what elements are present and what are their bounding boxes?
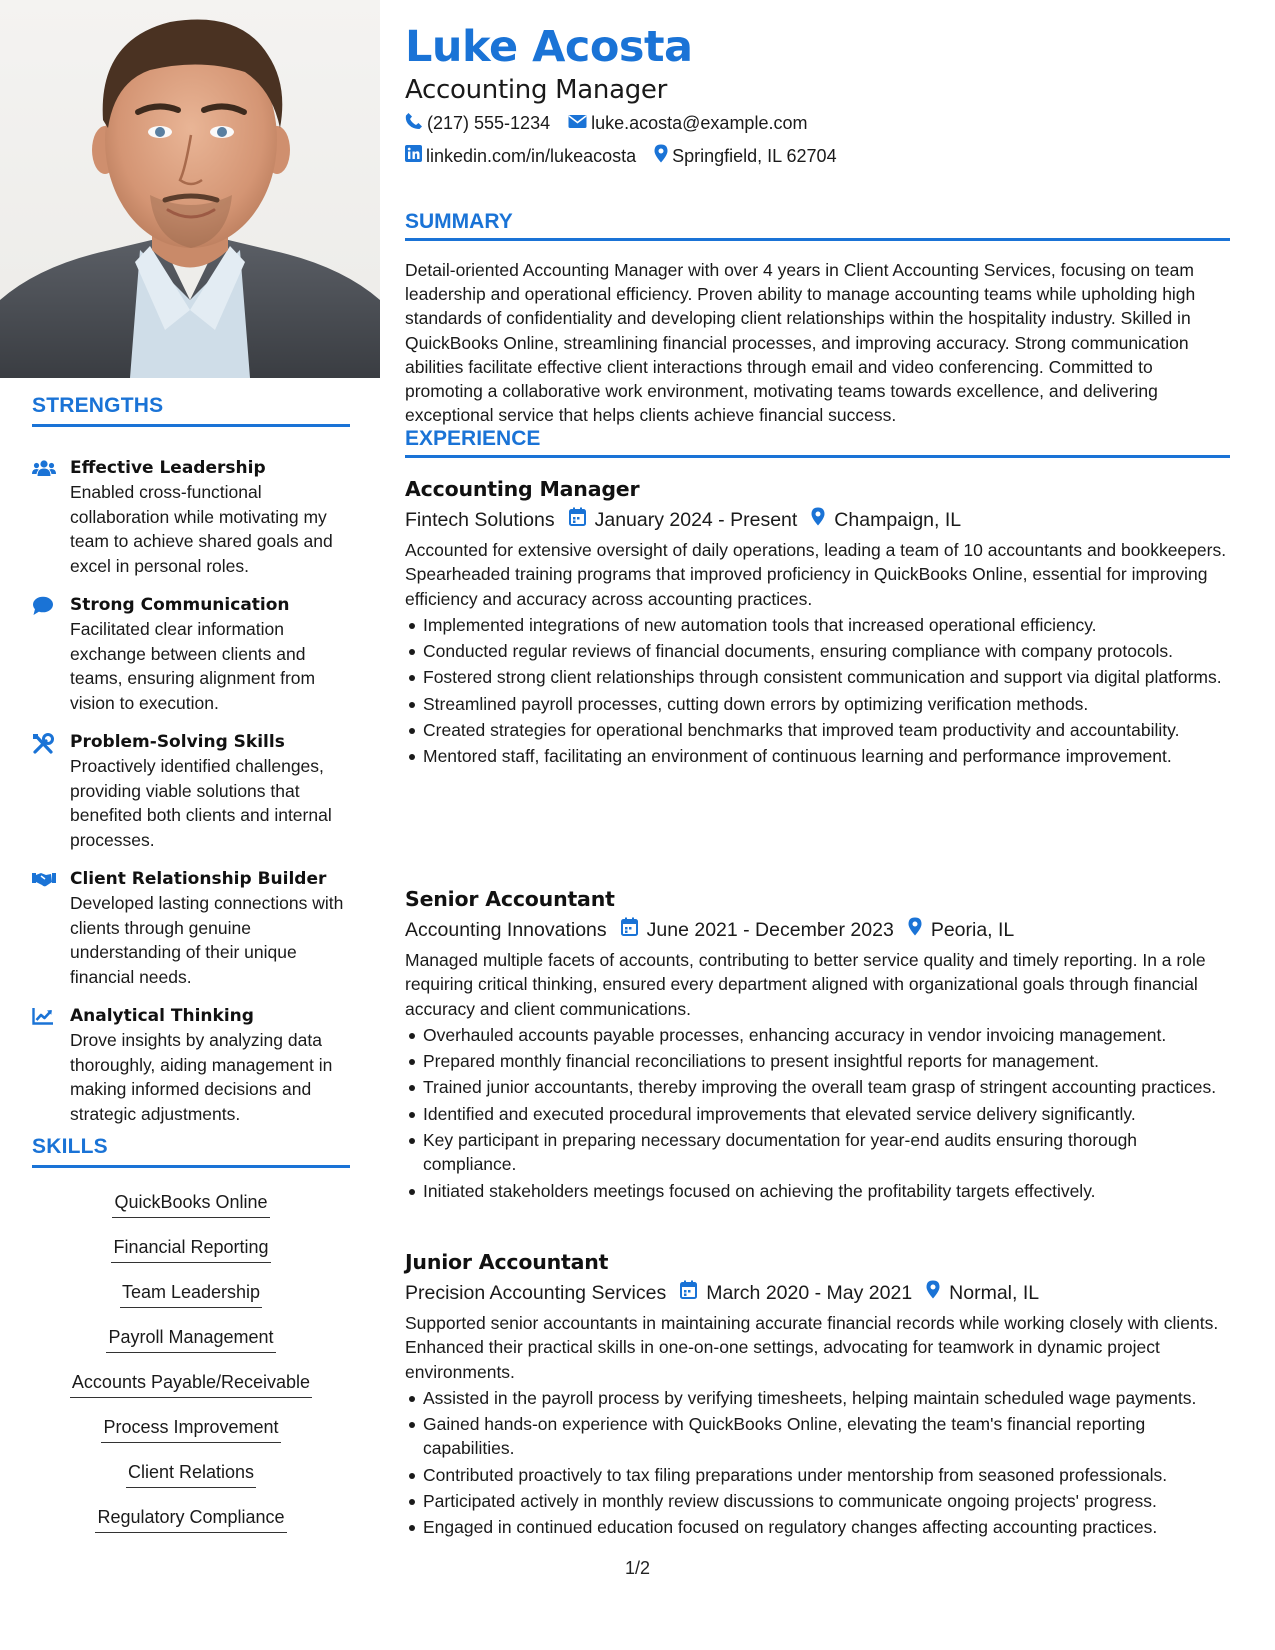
skill-item: Regulatory Compliance <box>32 1505 350 1533</box>
skill-item: Financial Reporting <box>32 1235 350 1263</box>
job-title: Senior Accountant <box>405 887 615 911</box>
bullet-item: Assisted in the payroll process by verifying timesheets, helping maintain scheduled wage payments. <box>405 1386 1230 1410</box>
phone-contact[interactable]: (217) 555-1234 <box>405 112 550 135</box>
summary-text: Detail-oriented Accounting Manager with over 4 years in Client Accounting Services, focusing on team leadership and operational efficiency. Proven ability to manage accounting teams while upholding high standards of confidentiality and developing client relationships within the hospitality industry. Skilled in QuickBooks Online, streamlining financial processes, and improving accuracy. Strong communication abilities facilitate effective client interactions through email and video conferencing. Committed to promoting a collaborative work environment, motivating teams towards excellence, and delivering exceptional service that helps clients achieve financial success. <box>405 260 1196 426</box>
bullet-item: Implemented integrations of new automation tools that increased operational efficiency. <box>405 613 1230 637</box>
candidate-headline: Accounting Manager <box>405 75 668 105</box>
location-contact: Springfield, IL 62704 <box>654 144 836 168</box>
chart-line-icon <box>32 1007 56 1027</box>
job-meta <box>405 1278 1230 1308</box>
phone-icon <box>405 112 427 135</box>
bullet-item: Overhauled accounts payable processes, enhancing accuracy in vendor invoicing management. <box>405 1023 1230 1047</box>
linkedin-contact[interactable]: linkedin.com/in/lukeacosta <box>405 145 636 167</box>
job-title: Accounting Manager <box>405 477 640 501</box>
map-pin-icon <box>811 505 834 535</box>
strength-title: Effective Leadership <box>70 458 266 478</box>
bullet-item: Trained junior accountants, thereby improving the overall team grasp of stringent accounting practices. <box>405 1075 1230 1099</box>
calendar-icon <box>680 1278 706 1308</box>
strength-item <box>32 868 352 989</box>
company-name: Precision Accounting Services <box>405 1282 667 1304</box>
bullet-item: Engaged in continued education focused on regulatory changes affecting accounting practices. <box>405 1515 1230 1539</box>
bullet-item: Streamlined payroll processes, cutting down errors by optimizing verification methods. <box>405 692 1230 716</box>
bullet-item: Identified and executed procedural improvements that elevated service delivery significantly. <box>405 1102 1230 1126</box>
profile-photo <box>0 0 380 378</box>
users-icon <box>32 459 56 479</box>
bullet-item: Participated actively in monthly review discussions to communicate ongoing projects' progress. <box>405 1489 1230 1513</box>
job-bullets <box>405 1023 1230 1203</box>
job-description: Supported senior accountants in maintaining accurate financial records while working closely with clients. Enhanced their practical skills in one-on-one settings, advocating for teamwork in dynamic project environments. <box>405 1313 1219 1382</box>
tools-icon <box>32 733 56 753</box>
map-pin-icon <box>926 1278 949 1308</box>
skill-item: Team Leadership <box>32 1280 350 1308</box>
job-meta <box>405 505 1230 535</box>
calendar-icon <box>569 505 595 535</box>
skill-item: QuickBooks Online <box>32 1190 350 1218</box>
job-description: Accounted for extensive oversight of daily operations, leading a team of 10 accountants and bookkeepers. Spearheaded training programs that improved proficiency in QuickBooks Online, essential for improving efficiency and accuracy across accounting practices. <box>405 540 1227 609</box>
job-dates: January 2024 - Present <box>594 509 798 531</box>
job-location: Champaign, IL <box>834 509 962 531</box>
bullet-item: Conducted regular reviews of financial documents, ensuring compliance with company protocols. <box>405 639 1230 663</box>
strengths-list <box>32 457 352 1142</box>
job-bullets <box>405 613 1230 769</box>
job-dates: June 2021 - December 2023 <box>646 919 894 941</box>
skill-item: Payroll Management <box>32 1325 350 1353</box>
bullet-item: Created strategies for operational benchmarks that improved team productivity and accountability. <box>405 718 1230 742</box>
strength-item <box>32 457 352 578</box>
bullet-item: Fostered strong client relationships through consistent communication and support via digital platforms. <box>405 665 1230 689</box>
strengths-heading: STRENGTHS <box>32 394 350 427</box>
sidebar <box>0 0 380 1650</box>
page-number: 1/2 <box>624 1558 651 1578</box>
experience-entry <box>405 475 1230 769</box>
strength-title: Strong Communication <box>70 595 290 615</box>
bullet-item: Key participant in preparing necessary documentation for year-end audits ensuring thorough compliance. <box>405 1128 1230 1177</box>
strength-item <box>32 594 352 715</box>
skills-heading: SKILLS <box>32 1135 350 1168</box>
chat-bubble-icon <box>32 596 56 616</box>
strength-description: Developed lasting connections with clients through genuine understanding of their unique financial needs. <box>70 893 344 987</box>
company-name: Fintech Solutions <box>405 509 555 531</box>
candidate-name: Luke Acosta <box>405 22 693 72</box>
skills-list <box>32 1190 350 1550</box>
experience-heading: EXPERIENCE <box>405 427 1230 458</box>
job-title: Junior Accountant <box>405 1250 609 1274</box>
experience-entry <box>405 1248 1230 1540</box>
skill-item: Process Improvement <box>32 1415 350 1443</box>
job-meta <box>405 915 1230 945</box>
bullet-item: Initiated stakeholders meetings focused on achieving the profitability targets effectively. <box>405 1179 1230 1203</box>
bullet-item: Gained hands-on experience with QuickBooks Online, elevating the team's financial reporting capabilities. <box>405 1412 1230 1461</box>
bullet-item: Prepared monthly financial reconciliations to present insightful reports for management. <box>405 1049 1230 1073</box>
company-name: Accounting Innovations <box>405 919 607 941</box>
email-contact[interactable]: luke.acosta@example.com <box>568 113 807 134</box>
handshake-icon <box>32 870 56 890</box>
strength-title: Client Relationship Builder <box>70 869 327 889</box>
strength-title: Analytical Thinking <box>70 1006 254 1026</box>
job-location: Normal, IL <box>949 1282 1040 1304</box>
job-location: Peoria, IL <box>930 919 1015 941</box>
map-pin-icon <box>908 915 931 945</box>
strength-description: Proactively identified challenges, providing viable solutions that benefited both clients and internal processes. <box>70 756 332 850</box>
strength-description: Enabled cross-functional collaboration while motivating my team to achieve shared goals and excel in personal roles. <box>70 482 333 576</box>
calendar-icon <box>621 915 647 945</box>
linkedin-icon <box>405 145 426 167</box>
experience-entry <box>405 885 1230 1203</box>
contact-row-secondary <box>405 144 855 168</box>
strength-title: Problem-Solving Skills <box>70 732 285 752</box>
job-description: Managed multiple facets of accounts, contributing to better service quality and timely reporting. In a role requiring critical thinking, ensured every department aligned with organizational goals through financial accuracy and client communications. <box>405 950 1206 1019</box>
summary-heading: SUMMARY <box>405 210 1230 241</box>
bullet-item: Contributed proactively to tax filing preparations under mentorship from seasoned professionals. <box>405 1463 1230 1487</box>
skill-item: Accounts Payable/Receivable <box>32 1370 350 1398</box>
bullet-item: Mentored staff, facilitating an environment of continuous learning and performance improvement. <box>405 744 1230 768</box>
strength-description: Facilitated clear information exchange between clients and teams, ensuring alignment from vision to execution. <box>70 619 316 713</box>
strength-item <box>32 731 352 852</box>
contact-row <box>405 112 825 135</box>
strength-item <box>32 1005 352 1126</box>
strength-description: Drove insights by analyzing data thoroughly, aiding management in making informed decisions and strategic adjustments. <box>70 1030 333 1124</box>
job-dates: March 2020 - May 2021 <box>706 1282 913 1304</box>
skill-item: Client Relations <box>32 1460 350 1488</box>
job-bullets <box>405 1386 1230 1540</box>
envelope-icon <box>568 113 591 134</box>
map-pin-icon <box>654 144 672 168</box>
